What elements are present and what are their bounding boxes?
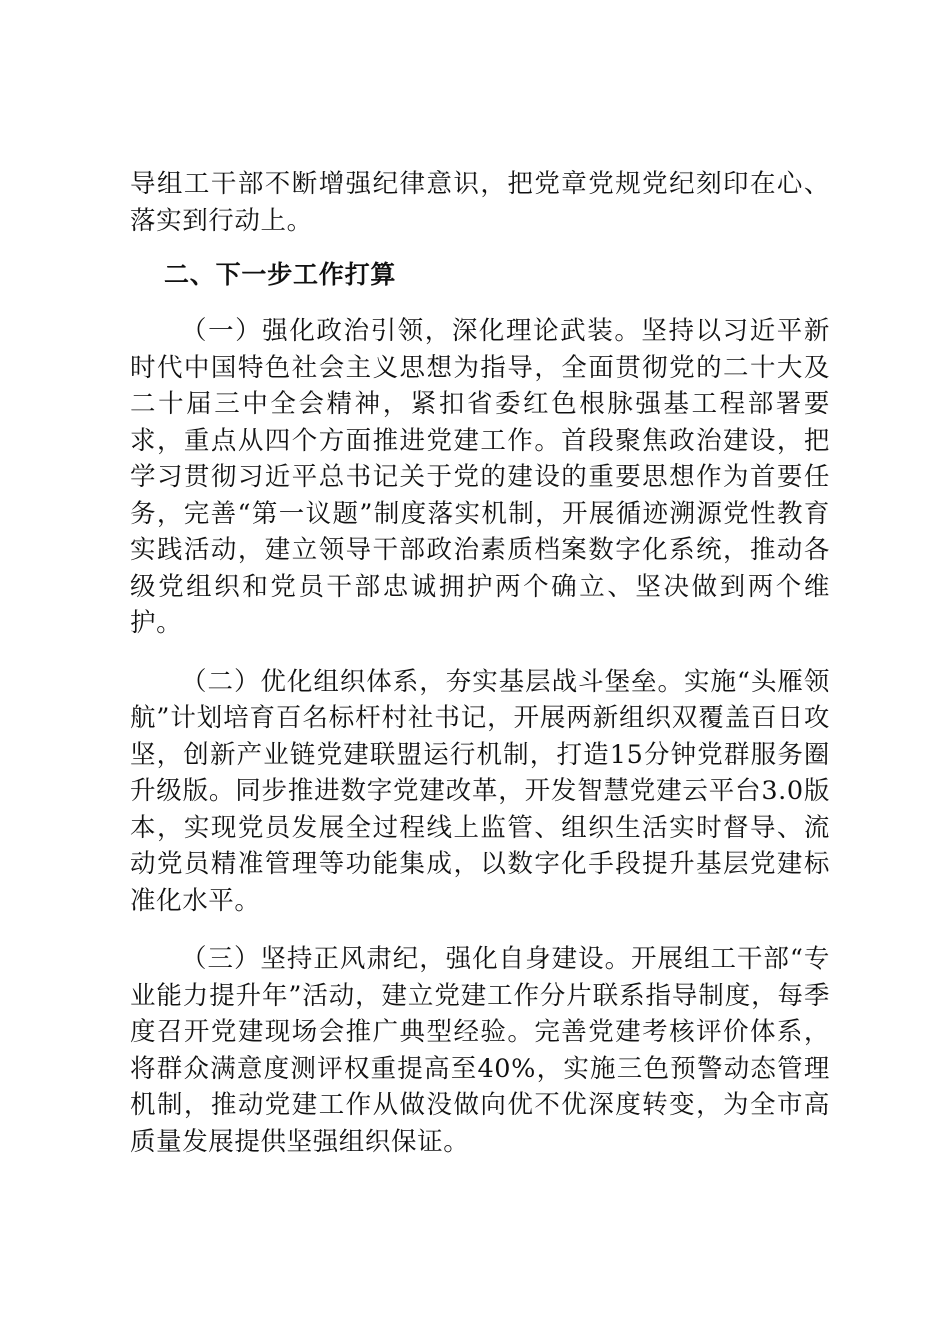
section-heading: 二、下一步工作打算 [164,260,397,289]
continuation-paragraph: 导组工干部不断增强纪律意识，把党章党规党纪刻印在心、落实到行动上。 [130,169,830,236]
paragraph-1: （一）强化政治引领，深化理论武装。坚持以习近平新时代中国特色社会主义思想为指导，全面贯彻党的二十大及二十届三中全会精神，紧扣省委红色根脉强基工程部署要求，重点从四个方面推进党建工作。首段聚焦政治建设，把学习贯彻习近平总书记关于党的建设的重要思想作为首要任务，完善“第一议题”制度落实机制，开展循迹溯源党性教育实践活动，建立领导干部政治素质档案数字化系统，推动各级党组织和党员干部忠诚拥护两个确立、坚决做到两个维护。 [130,316,830,638]
document-body [130,166,830,1160]
paragraph-3: （三）坚持正风肃纪，强化自身建设。开展组工干部“专业能力提升年”活动，建立党建工作分片联系指导制度，每季度召开党建现场会推广典型经验。完善党建考核评价体系，将群众满意度测评权重提高至40%，实施三色预警动态管理机制，推动党建工作从做没做向优不优深度转变，为全市高质量发展提供坚强组织保证。 [130,944,830,1157]
paragraph-2: （二）优化组织体系，夯实基层战斗堡垒。实施“头雁领航”计划培育百名标杆村社书记，开展两新组织双覆盖百日攻坚，创新产业链党建联盟运行机制，打造15分钟党群服务圈升级版。同步推进数字党建改革，开发智慧党建云平台3.0版本，实现党员发展全过程线上监管、组织生活实时督导、流动党员精准管理等功能集成，以数字化手段提升基层党建标准化水平。 [130,666,830,916]
